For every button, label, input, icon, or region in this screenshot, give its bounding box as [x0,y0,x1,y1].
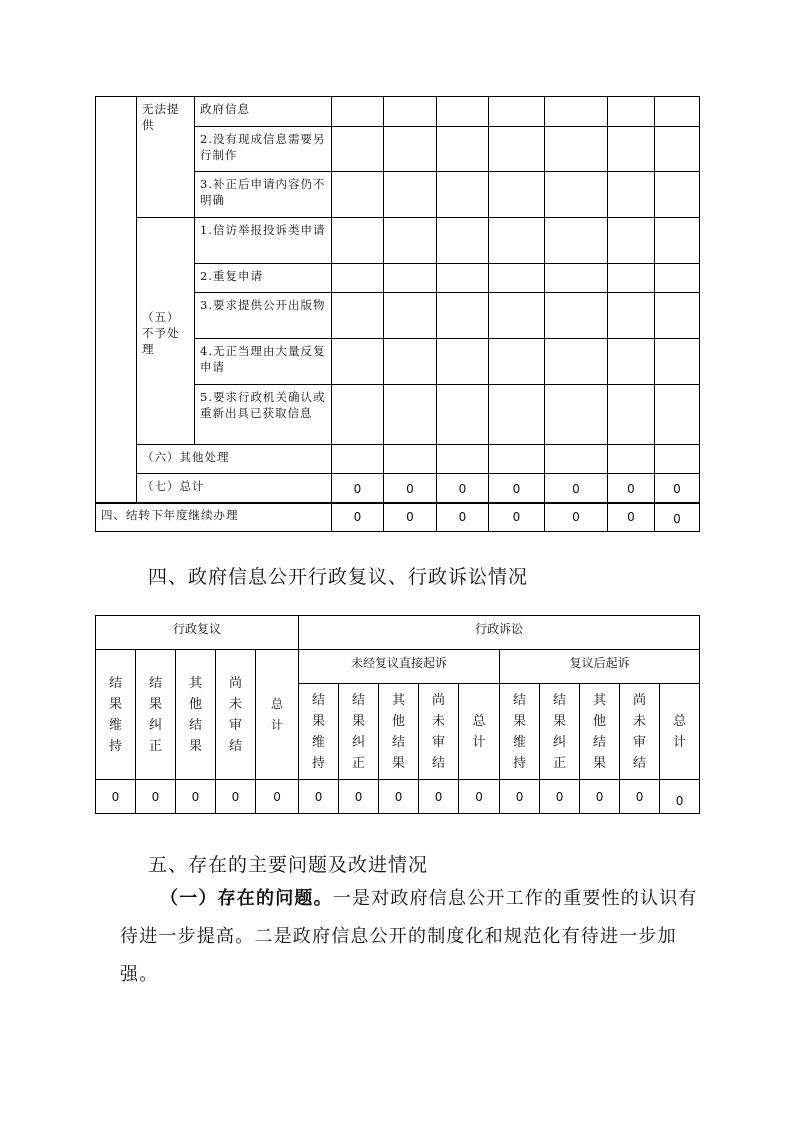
col-header: 结 果 维 持 [96,650,136,780]
after-value: 0 [620,780,660,814]
col-header: 结 果 纠 正 [136,650,176,780]
direct-value: 0 [419,780,459,814]
col-header: 尚 未 审 结 [216,650,256,780]
total-value: 0 [655,474,700,504]
row-label: 2.重复申请 [195,264,332,293]
problems-text: 一是对政府信息公开工作的重要性的认识有待进一步提高。二是政府信息公开的制度化和规范化有待进一步加强。 [120,888,698,985]
col-header: 总 计 [256,650,299,780]
row-label: 1.信访举报投诉类申请 [195,218,332,264]
col-header: 其 他 结 果 [176,650,216,780]
direct-value: 0 [459,780,500,814]
carry-value: 0 [545,503,608,532]
row-label: 2.没有现成信息需要另行制作 [195,127,332,172]
row-label: 5.要求行政机关确认或重新出具已获取信息 [195,385,332,445]
review-value: 0 [216,780,256,814]
col-header: 结 果 纠 正 [540,684,580,780]
col-header: 总 计 [459,684,500,780]
group-label-no-processing: （五）不予处理 [137,218,195,445]
direct-value: 0 [299,780,339,814]
carry-value: 0 [332,503,384,532]
col-header: 总 计 [660,684,700,780]
problems-paragraph [120,880,710,994]
review-value: 0 [96,780,136,814]
total-value: 0 [437,474,489,504]
header-direct-suit: 未经复议直接起诉 [299,650,500,684]
total-value: 0 [384,474,437,504]
header-admin-review: 行政复议 [96,616,299,650]
total-value: 0 [545,474,608,504]
carry-value: 0 [608,503,655,532]
after-value: 0 [540,780,580,814]
after-value: 0 [580,780,620,814]
direct-value: 0 [379,780,419,814]
problems-lead: （一）存在的问题。 [160,888,333,909]
carry-over-row [95,502,700,532]
row-label: 4.无正当理由大量反复申请 [195,339,332,385]
row-label: 政府信息 [195,97,332,127]
col-header: 其 他 结 果 [379,684,419,780]
disposition-table [95,96,700,504]
col-header: 结 果 维 持 [500,684,540,780]
total-value: 0 [608,474,655,504]
col-header: 结 果 维 持 [299,684,339,780]
carry-value: 0 [489,503,545,532]
left-blank-cell [96,97,137,504]
section-heading-review-litigation: 四、政府信息公开行政复议、行政诉讼情况 [148,566,529,588]
col-header: 结 果 纠 正 [339,684,379,780]
after-value: 0 [660,780,700,814]
carry-value: 0 [437,503,489,532]
group-label-unable: 无法提供 [137,97,195,218]
row-label: 3.补正后申请内容仍不明确 [195,172,332,218]
review-value: 0 [136,780,176,814]
review-value: 0 [176,780,216,814]
row-carry-over: 四、结转下年度继续办理 [96,503,332,532]
col-header: 其 他 结 果 [580,684,620,780]
col-header: 尚 未 审 结 [419,684,459,780]
row-total: （七）总计 [137,474,332,504]
header-admin-litigation: 行政诉讼 [299,616,700,650]
row-label: 3.要求提供公开出版物 [195,293,332,339]
carry-value: 0 [655,503,700,532]
header-after-review-suit: 复议后起诉 [500,650,700,684]
total-value: 0 [332,474,384,504]
after-value: 0 [500,780,540,814]
col-header: 尚 未 审 结 [620,684,660,780]
review-value: 0 [256,780,299,814]
direct-value: 0 [339,780,379,814]
carry-value: 0 [384,503,437,532]
review-litigation-table [95,615,700,814]
row-other-processing: （六）其他处理 [137,445,332,474]
total-value: 0 [489,474,545,504]
section-heading-problems: 五、存在的主要问题及改进情况 [148,854,429,876]
